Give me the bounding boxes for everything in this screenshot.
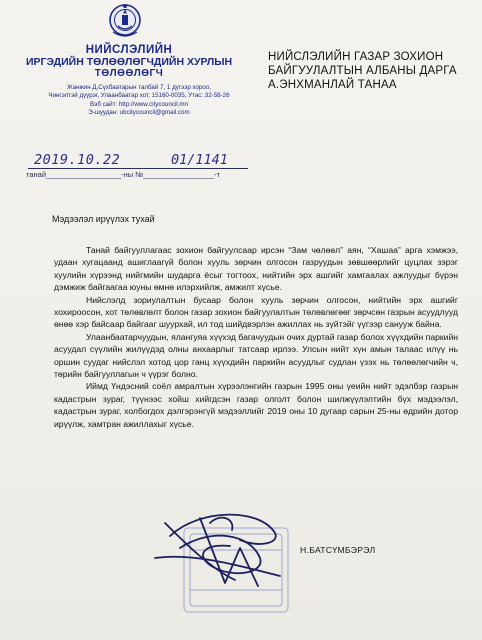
recipient-line3: А.ЭНХМАНЛАЙ ТАНАА	[268, 79, 397, 91]
reply-reference-line: танай__________________-ны №_________________-т	[26, 170, 221, 179]
reference-underline	[28, 168, 248, 169]
website-line: Вэб сайт: http://www.citycouncil.mn	[90, 100, 188, 108]
recipient-block	[268, 50, 478, 92]
handwritten-date: 2019.10.22	[34, 152, 121, 168]
email-line: Э-шуудан: ubcitycouncil@gmail.com	[88, 109, 190, 117]
paragraph: Танай байгууллагаас зохион байгуулсаар ирсэн “Зам чөлөөл” аян, “Хашаа” арга хэмжээ, удаан хугацаанд ашиглаагүй болон хууль зөрчин олгосон газруудын зөвшөөрлийг цуцлах зэрэг хуулийн хүрээнд нийгмийн шударга ёсыг тогтоох, нийтийн эрх ашгийг хамгаалах ажлуудыг бүрэн дэмжиж байгаагаа юуны өмнө илэрхийлж, амжилт хүсье.	[54, 245, 458, 293]
paragraph: Улаанбаатарчуудын, ялангуяа хүүхэд багачуудын очих дуртай газар болох хүүхдийн паркийн асуудал сүүлийн жилүүдэд олны анхаарлыг татсаар ирлээ. Улсын нийт хүн амын талаас илүү нь оршин суудаг нийслэл хотод цор ганц хүүхдийн паркийн асуудлыг судлан үзэх нь төлөөлөгчийн ч, төрийн байгууллагын ч үүрэг болно.	[54, 331, 458, 380]
paragraph: Иймд Үндэсний соёл амралтын хүрээлэнгийн газрын 1995 оны үеийн нийт эдэлбэр газрын кадастрын зураг, түүнээс хойш хийгдсэн газар олголт болон шилжүүлэлтийн бүх мэдээлэл, кадастрын зураг, холбогдох дэлгэрэнгүй мэдээллийг 2019 оны 10 дугаар сарын 25-ны өдрийн дотор ирүүлж, хамтран ажиллахыг хүсье.	[54, 381, 458, 429]
handwritten-number: 01/1141	[171, 152, 228, 168]
paragraph: Нийслэлд зориулалтын бусаар болон хууль зөрчин олгосон, нийтийн эрх ашгийг хохироосон, хот төлөвлөлт болон газар зохион байгуулалтын төлөвлөгөөг зөрчсөн газрын асуудлууд өнөө хэр байсаар байгааг шуурхай, ил тод шийдвэрлэн ажиллах нь зүйтэйг үүгээр санууж байна.	[54, 294, 458, 330]
subject-line: Мэдээлэл ирүүлэх тухай	[52, 214, 155, 224]
letterhead-address	[24, 84, 254, 118]
letterhead-organization	[14, 44, 244, 80]
state-emblem-icon	[108, 2, 142, 40]
recipient-line1: НИЙСЛЭЛИЙН ГАЗАР ЗОХИОН	[268, 51, 444, 63]
signer-name: Н.БАТСҮМБЭРЭЛ	[300, 545, 376, 555]
address-line: Жанжин Д.Сүхбаатарын талбай 7, 1 дүгээр хороо,	[66, 84, 212, 91]
letter-body	[54, 244, 458, 430]
signature-mark	[140, 488, 290, 598]
reference-block	[26, 150, 266, 186]
address-line: Чингэлтэй дүүрэг, Улаанбаатар хот, 15160-0035, Утас: 32-58-26	[48, 92, 230, 100]
org-name-line2: ИРГЭДИЙН ТӨЛӨӨЛӨГЧДИЙН ХУРЛЫН	[25, 56, 233, 68]
org-name-line3: ТӨЛӨӨЛӨГЧ	[94, 68, 164, 79]
recipient-line2: БАЙГУУЛАЛТЫН АЛБАНЫ ДАРГА	[268, 65, 457, 77]
org-name-line1: НИЙСЛЭЛИЙН	[85, 44, 173, 56]
